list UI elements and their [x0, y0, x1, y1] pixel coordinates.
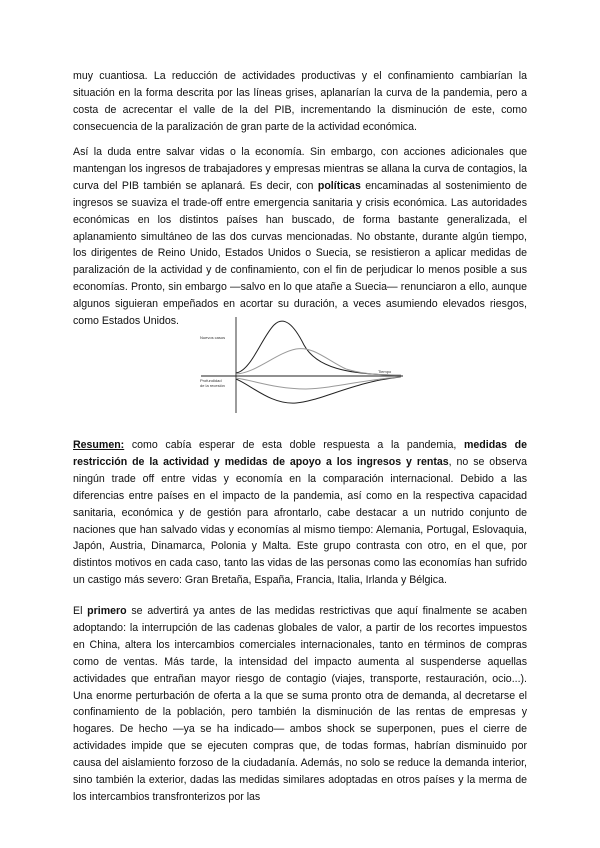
paragraph-4-text-b: se advertirá ya antes de las medidas restrictivas que aquí finalmente se acaben adoptando: la interrupción de las cadenas globales de valor, a partir de los recortes impuestos en China, altera los intercambios comerciales internacionales, tanto en términos de compras como de ventas. Más tarde, la intensidad del impacto aumenta al suspenderse aquellas actividades que entrañan mayor riesgo de contagio (viajes, transporte, restauración, ocio...). Una enorme perturbación de oferta a la que se suma pronto otra de demanda, al decretarse el confinamiento de la población, pero también la disminución de las rentas de empresas y hogares. De hecho —ya se ha indicado— ambos shock se superponen, pues el cierre de actividades impide que se ejecuten compras que, de todas formas, habrían disminuido por causa del aislamiento forzoso de la ciudadanía. Además, no solo se reduce la demanda interior, sino también la exterior, dadas las medidas similares adoptadas en otros países y la merma de los intercambios transfronterizos por las — [73, 605, 527, 803]
paragraph-2-text-a: Así la duda entre salvar vidas o la economía. Sin embargo, con acciones adicionales que mantengan los ingresos de trabajadores y empresas mientras se allana la curva de contagios, la curva del PIB también se aplanará. Es decir, con — [73, 146, 527, 192]
label-new-cases: Nuevos casos — [200, 335, 226, 340]
curves-diagram — [196, 315, 406, 415]
recession-curve-grey — [236, 377, 401, 389]
paragraph-4 — [73, 603, 527, 806]
summary-bold: medidas de restricción de la actividad y medidas de apoyo a los ingresos y rentas — [73, 439, 527, 468]
paragraph-2 — [73, 144, 527, 330]
label-recession-2: de la recesión — [200, 383, 225, 388]
summary-text-a: como cabía esperar de esta doble respuesta a la pandemia, — [124, 439, 464, 451]
paragraph-1: muy cuantiosa. La reducción de actividades productivas y el confinamiento cambiarían la situación en la forma descrita por las líneas grises, aplanarían la curva de la pandemia, pero a costa de acrecentar el valle de la del PIB, incrementando la disminución de este, como consecuencia de la paralización de gran parte de la actividad económica. — [73, 70, 527, 133]
summary-text-b: , no se observa ningún trade off entre vidas y economía en la comparación internacional. Debido a las diferencias entre países en el impacto de la pandemia, así como en la respectiva capacidad sanitaria, económica y de gestión para afrontarlo, cabe destacar a un nutrido conjunto de naciones que han salvado vidas y economías al mismo tiempo: Alemania, Portugal, Eslovaquia, Japón, Austria, Dinamarca, Polonia y Malta. Este grupo contrasta con otro, en el que, por distintos motivos en cada caso, tanto las vidas de las personas como las economías han sufrido un castigo más severo: Gran Bretaña, España, Francia, Italia, Irlanda y Bélgica. — [73, 455, 527, 587]
recession-curve-dark — [236, 377, 401, 403]
paragraph-4-bold: primero — [87, 605, 127, 617]
curves-figure — [196, 315, 406, 415]
label-time: Tiempo — [378, 369, 392, 374]
summary-label: Resumen: — [73, 439, 125, 451]
paragraph-2-text-b: encaminadas al sostenimiento de ingresos se suaviza el trade-off entre emergencia sanitaria y crisis económica. Las autoridades económicas en los distintos países han buscado, de forma bastante generalizada, el aplanamiento simultáneo de las dos curvas mencionadas. No obstante, durante algún tiempo, los dirigentes de Reino Unido, Estados Unidos o Suecia, se resistieron a aplicar medidas de paralización de la actividad y de confinamiento, con el fin de perjudicar lo menos posible a sus economías. Pronto, sin embargo —salvo en lo que atañe a Suecia— renunciaron a ello, aunque algunos siguieran empeñados en acortar su duración, a veces asumiendo elevados riesgos, como Estados Unidos. — [73, 179, 527, 328]
epidemic-curve-dark — [236, 321, 401, 375]
paragraph-4-text-a: El — [73, 605, 88, 617]
label-recession-1: Profundidad — [200, 378, 222, 383]
epidemic-curve-grey — [236, 349, 401, 375]
paragraph-summary — [73, 437, 527, 589]
paragraph-2-bold: políticas — [317, 179, 361, 192]
